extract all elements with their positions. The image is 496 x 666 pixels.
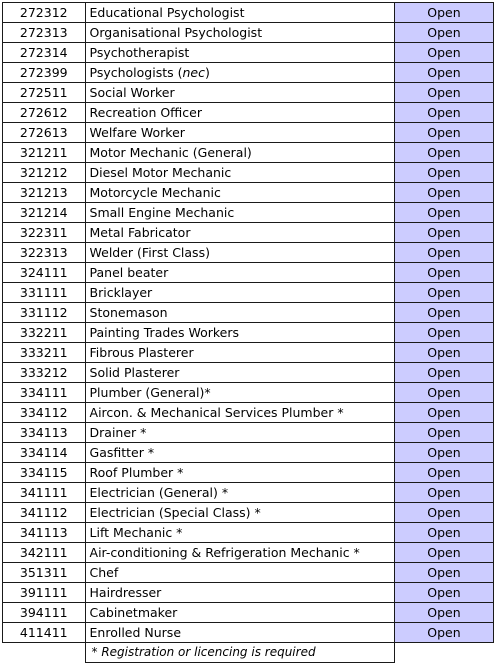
occupation-code-cell[interactable]: 322311 (3, 223, 86, 243)
table-row (3, 3, 494, 23)
table-row (3, 503, 494, 523)
occupation-code-cell[interactable]: 322313 (3, 243, 86, 263)
occupation-name-cell[interactable]: Psychotherapist (85, 43, 394, 63)
table-row (3, 323, 494, 343)
status-cell[interactable]: Open (394, 283, 493, 303)
status-cell[interactable]: Open (394, 503, 493, 523)
table-row (3, 243, 494, 263)
table-row (3, 23, 494, 43)
table-row (3, 563, 494, 583)
status-cell[interactable]: Open (394, 223, 493, 243)
occupation-code-cell[interactable]: 394111 (3, 603, 86, 623)
occupation-name-cell[interactable]: Educational Psychologist (85, 3, 394, 23)
status-cell[interactable]: Open (394, 3, 493, 23)
occupation-name-cell[interactable]: Painting Trades Workers (85, 323, 394, 343)
occupation-code-cell[interactable]: 333211 (3, 343, 86, 363)
occupation-table-body (3, 3, 494, 663)
table-row (3, 583, 494, 603)
status-cell[interactable]: Open (394, 243, 493, 263)
status-cell[interactable]: Open (394, 383, 493, 403)
table-row (3, 523, 494, 543)
status-cell[interactable]: Open (394, 183, 493, 203)
occupation-code-cell[interactable]: 272511 (3, 83, 86, 103)
status-cell[interactable]: Open (394, 323, 493, 343)
occupation-name-cell[interactable]: Stonemason (85, 303, 394, 323)
status-cell[interactable]: Open (394, 463, 493, 483)
table-row (3, 163, 494, 183)
status-cell[interactable]: Open (394, 623, 493, 643)
occupation-name-cell[interactable]: Motorcycle Mechanic (85, 183, 394, 203)
table-row (3, 183, 494, 203)
occupation-name-cell[interactable]: Recreation Officer (85, 103, 394, 123)
table-row (3, 203, 494, 223)
occupation-code-cell[interactable]: 334112 (3, 403, 86, 423)
nec-abbreviation: nec (182, 65, 205, 80)
table-row (3, 423, 494, 443)
status-cell[interactable]: Open (394, 163, 493, 183)
status-cell[interactable]: Open (394, 523, 493, 543)
table-row (3, 383, 494, 403)
occupation-code-cell[interactable]: 391111 (3, 583, 86, 603)
occupation-table (2, 2, 494, 663)
table-row (3, 443, 494, 463)
occupation-code-cell[interactable]: 332211 (3, 323, 86, 343)
table-row (3, 143, 494, 163)
occupation-name-cell[interactable]: Lift Mechanic * (85, 523, 394, 543)
occupation-name-cell[interactable]: Roof Plumber * (85, 463, 394, 483)
status-cell[interactable]: Open (394, 543, 493, 563)
occupation-name-cell[interactable]: Metal Fabricator (85, 223, 394, 243)
occupation-code-cell[interactable]: 321211 (3, 143, 86, 163)
table-row (3, 63, 494, 83)
empty-cell (394, 643, 493, 663)
occupation-code-cell[interactable]: 272312 (3, 3, 86, 23)
occupation-name-cell[interactable]: Air-conditioning & Refrigeration Mechanic * (85, 543, 394, 563)
occupation-code-cell[interactable]: 411411 (3, 623, 86, 643)
status-cell[interactable]: Open (394, 43, 493, 63)
occupation-code-cell[interactable]: 334115 (3, 463, 86, 483)
status-cell[interactable]: Open (394, 423, 493, 443)
table-row (3, 343, 494, 363)
occupation-code-cell[interactable]: 272313 (3, 23, 86, 43)
status-cell[interactable]: Open (394, 83, 493, 103)
occupation-code-cell[interactable]: 341111 (3, 483, 86, 503)
table-row (3, 603, 494, 623)
occupation-name-cell[interactable]: Welder (First Class) (85, 243, 394, 263)
occupation-name-cell[interactable]: Aircon. & Mechanical Services Plumber * (85, 403, 394, 423)
occupation-code-cell[interactable]: 341113 (3, 523, 86, 543)
occupation-code-cell[interactable]: 324111 (3, 263, 86, 283)
occupation-name-cell[interactable]: Psychologists (nec) (85, 63, 394, 83)
status-cell[interactable]: Open (394, 563, 493, 583)
occupation-name-cell[interactable]: Bricklayer (85, 283, 394, 303)
occupation-name-cell[interactable]: Welfare Worker (85, 123, 394, 143)
occupation-code-cell[interactable]: 334114 (3, 443, 86, 463)
status-cell[interactable]: Open (394, 343, 493, 363)
table-row (3, 303, 494, 323)
occupation-name-cell[interactable]: Electrician (Special Class) * (85, 503, 394, 523)
status-cell[interactable]: Open (394, 123, 493, 143)
occupation-code-cell[interactable]: 331111 (3, 283, 86, 303)
table-row (3, 263, 494, 283)
occupation-name-cell[interactable]: Solid Plasterer (85, 363, 394, 383)
occupation-name-cell[interactable]: Chef (85, 563, 394, 583)
occupation-name-cell[interactable]: Motor Mechanic (General) (85, 143, 394, 163)
occupation-name-cell[interactable]: Fibrous Plasterer (85, 343, 394, 363)
occupation-name-cell[interactable]: Plumber (General)* (85, 383, 394, 403)
footnote-row (3, 643, 494, 663)
occupation-code-cell[interactable]: 351311 (3, 563, 86, 583)
occupation-name-cell[interactable]: Panel beater (85, 263, 394, 283)
occupation-code-cell[interactable]: 334113 (3, 423, 86, 443)
occupation-code-cell[interactable]: 334111 (3, 383, 86, 403)
occupation-code-cell[interactable]: 333212 (3, 363, 86, 383)
footnote-text: * Registration or licencing is required (85, 643, 394, 663)
status-cell[interactable]: Open (394, 403, 493, 423)
occupation-code-cell[interactable]: 341112 (3, 503, 86, 523)
table-row (3, 223, 494, 243)
occupation-name-cell[interactable]: Organisational Psychologist (85, 23, 394, 43)
status-cell[interactable]: Open (394, 103, 493, 123)
table-row (3, 283, 494, 303)
occupation-code-cell[interactable]: 342111 (3, 543, 86, 563)
status-cell[interactable]: Open (394, 303, 493, 323)
status-cell[interactable]: Open (394, 63, 493, 83)
occupation-name-cell[interactable]: Drainer * (85, 423, 394, 443)
status-cell[interactable]: Open (394, 483, 493, 503)
occupation-code-cell[interactable]: 272314 (3, 43, 86, 63)
status-cell[interactable]: Open (394, 443, 493, 463)
status-cell[interactable]: Open (394, 363, 493, 383)
occupation-name-cell[interactable]: Gasfitter * (85, 443, 394, 463)
status-cell[interactable]: Open (394, 583, 493, 603)
table-row (3, 363, 494, 383)
occupation-code-cell[interactable]: 272612 (3, 103, 86, 123)
occupation-code-cell[interactable]: 321212 (3, 163, 86, 183)
table-row (3, 123, 494, 143)
table-row (3, 43, 494, 63)
occupation-name-cell[interactable]: Social Worker (85, 83, 394, 103)
table-row (3, 463, 494, 483)
occupation-code-cell[interactable]: 321214 (3, 203, 86, 223)
status-cell[interactable]: Open (394, 203, 493, 223)
table-row (3, 83, 494, 103)
occupation-name-cell[interactable]: Electrician (General) * (85, 483, 394, 503)
status-cell[interactable]: Open (394, 143, 493, 163)
occupation-code-cell[interactable]: 321213 (3, 183, 86, 203)
table-row (3, 623, 494, 643)
occupation-name-cell[interactable]: Small Engine Mechanic (85, 203, 394, 223)
occupation-name-cell[interactable]: Cabinetmaker (85, 603, 394, 623)
occupation-name-cell[interactable]: Hairdresser (85, 583, 394, 603)
status-cell[interactable]: Open (394, 603, 493, 623)
occupation-code-cell[interactable]: 272613 (3, 123, 86, 143)
table-row (3, 543, 494, 563)
table-row (3, 103, 494, 123)
table-row (3, 403, 494, 423)
occupation-name-cell[interactable]: Diesel Motor Mechanic (85, 163, 394, 183)
occupation-code-cell[interactable]: 272399 (3, 63, 86, 83)
status-cell[interactable]: Open (394, 263, 493, 283)
table-row (3, 483, 494, 503)
occupation-name-cell[interactable]: Enrolled Nurse (85, 623, 394, 643)
status-cell[interactable]: Open (394, 23, 493, 43)
occupation-code-cell[interactable]: 331112 (3, 303, 86, 323)
empty-cell (3, 643, 86, 663)
